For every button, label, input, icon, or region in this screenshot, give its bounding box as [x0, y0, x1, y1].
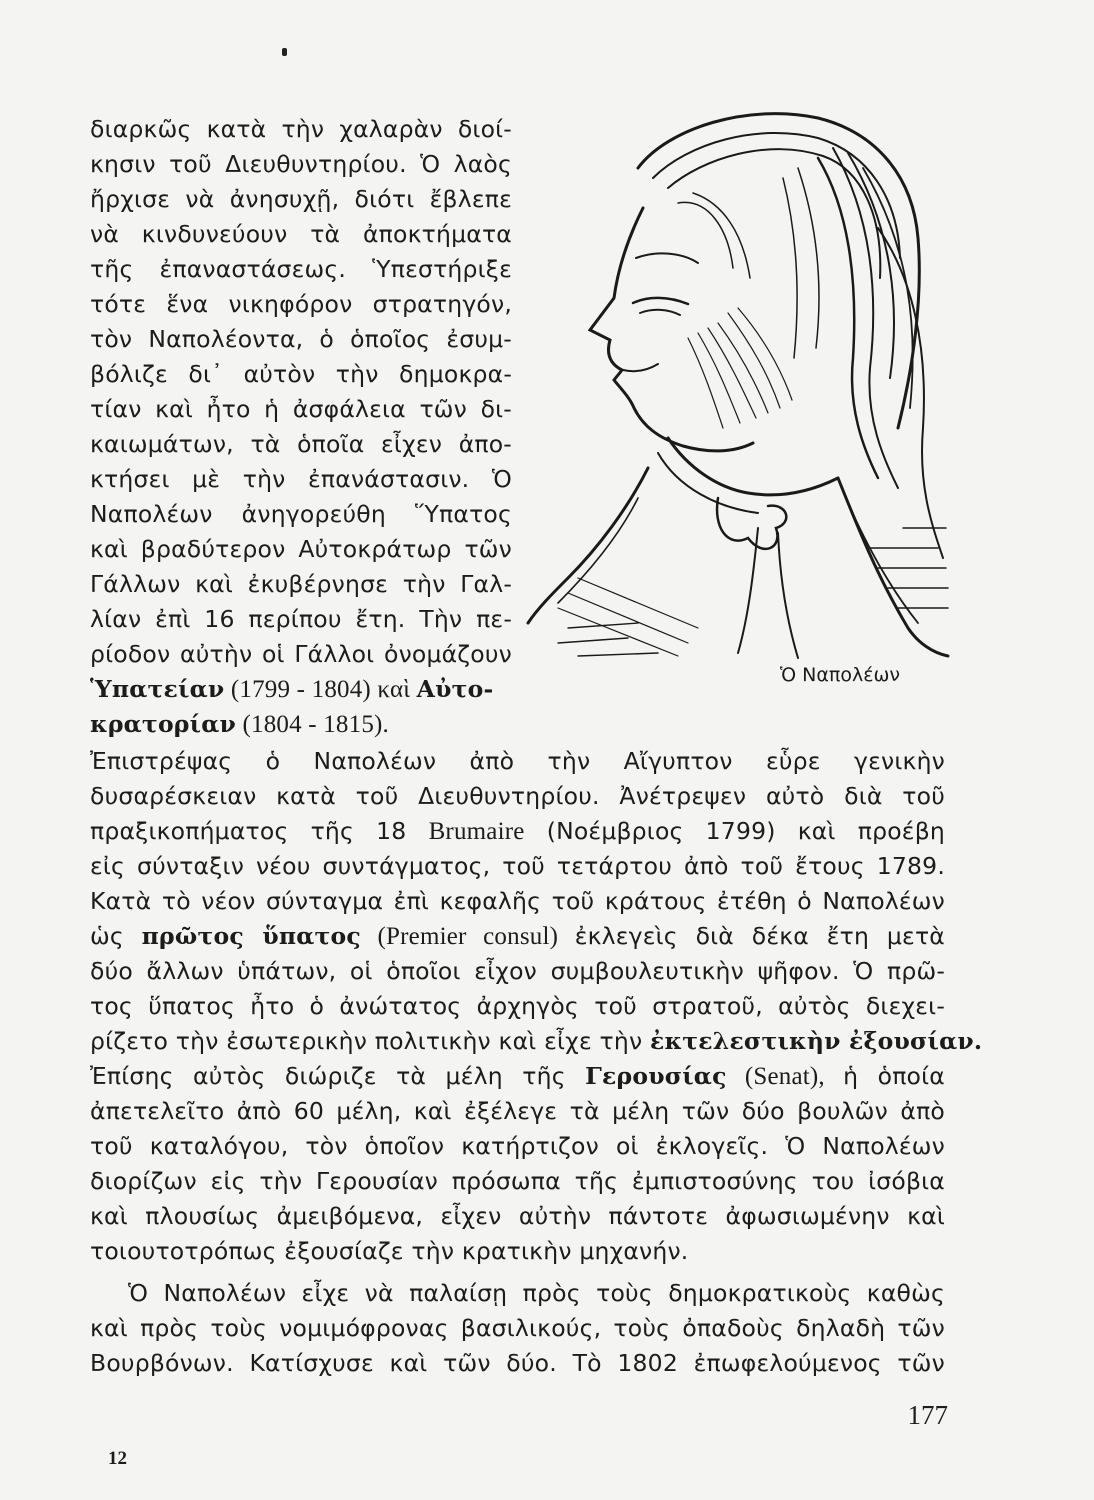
- text-line: [90, 919, 945, 954]
- page-number: 177: [907, 1400, 948, 1430]
- bold-term: κρατορίαν: [90, 710, 237, 738]
- text-span: (Νοέμβριος 1799) καὶ προέβη: [524, 817, 945, 845]
- text-line: [90, 814, 945, 849]
- text-span: ὡς: [90, 922, 142, 950]
- text-line: Βουρβόνων. Κατίσχυσε καὶ τῶν δύο. Τὸ 1802 ἐπωφελούμενος τῶν: [90, 1349, 945, 1377]
- text-span: (Premier consul): [360, 923, 575, 950]
- text-span: ἐκλεγεὶς διὰ δέκα ἔτη μετὰ: [574, 922, 945, 950]
- text-line: λίαν ἐπὶ 16 περίπου ἔτη. Τὴν πε-: [90, 605, 512, 633]
- text-span: (1804 - 1815).: [236, 711, 389, 738]
- text-line: ἀπετελεῖτο ἀπὸ 60 μέλη, καὶ ἐξέλεγε τὰ μέλη τῶν δύο βουλῶν ἀπὸ: [90, 1097, 945, 1125]
- text-line: τότε ἕνα νικηφόρον στρατηγόν,: [90, 290, 512, 318]
- text-line: νὰ κινδυνεύουν τὰ ἀποκτήματα: [90, 220, 512, 248]
- text-line: δύο ἄλλων ὑπάτων, οἱ ὁποῖοι εἶχον συμβουλευτικὴν ψῆφον. Ὁ πρῶ-: [90, 957, 945, 985]
- bold-term: Αὐτο-: [416, 675, 494, 703]
- ink-dot: [282, 48, 287, 56]
- text-line: Γάλλων καὶ ἐκυβέρνησε τὴν Γαλ-: [90, 570, 512, 598]
- text-line: διορίζων εἰς τὴν Γερουσίαν πρόσωπα τῆς ἐμπιστοσύνης του ἰσόβια: [90, 1167, 945, 1195]
- text-line: διαρκῶς κατὰ τὴν χαλαρὰν διοί-: [90, 115, 512, 143]
- text-line: κησιν τοῦ Διευθυντηρίου. Ὁ λαὸς: [90, 150, 512, 178]
- text-span: ἡ ὁποία: [843, 1062, 945, 1090]
- text-line: καὶ πλουσίως ἀμειβόμενα, εἶχεν αὐτὴν πάντοτε ἀφωσιωμένην καὶ: [90, 1202, 945, 1230]
- text-line: [90, 1059, 945, 1094]
- text-line: τοῦ καταλόγου, τὸν ὁποῖον κατήρτιζον οἱ ἐκλογεῖς. Ὁ Ναπολέων: [90, 1132, 945, 1160]
- bold-term: ἐκτελεστικὴν ἐξουσίαν.: [649, 1027, 983, 1055]
- text-span: Ἐπίσης αὐτὸς διώριζε τὰ μέλη τῆς: [90, 1062, 586, 1090]
- text-span: (Senat),: [726, 1063, 844, 1090]
- bold-term: πρῶτος ὕπατος: [141, 922, 361, 950]
- text-line: τίαν καὶ ἦτο ἡ ἀσφάλεια τῶν δι-: [90, 395, 512, 423]
- text-line: κτήσει μὲ τὴν ἐπανάστασιν. Ὁ: [90, 465, 512, 493]
- text-line: βόλιζε δι᾽ αὐτὸν τὴν δημοκρα-: [90, 360, 512, 388]
- text-line-with-bold: [90, 672, 512, 707]
- text-line: καιωμάτων, τὰ ὁποῖα εἶχεν ἀπο-: [90, 430, 512, 458]
- text-line: Ἐπιστρέψας ὁ Ναπολέων ἀπὸ τὴν Αἴγυπτον εὗρε γενικὴν: [90, 747, 945, 775]
- signature-mark: 12: [108, 1448, 127, 1469]
- text-line: Κατὰ τὸ νέον σύνταγμα ἐπὶ κεφαλῆς τοῦ κράτους ἐτέθη ὁ Ναπολέων: [90, 887, 945, 915]
- text-line: ἤρχισε νὰ ἀνησυχῇ, διότι ἔβλεπε: [90, 185, 512, 213]
- bold-term: Γερουσίας: [585, 1062, 727, 1090]
- text-line: Ὁ Ναπολέων εἶχε νὰ παλαίσῃ πρὸς τοὺς δημοκρατικοὺς καθὼς: [128, 1279, 945, 1307]
- text-line: καὶ βραδύτερον Αὐτοκράτωρ τῶν: [90, 535, 512, 563]
- bold-term: Ὑπατείαν: [90, 675, 225, 703]
- text-line: ρίοδον αὐτὴν οἱ Γάλλοι ὀνομάζουν: [90, 640, 512, 668]
- text-line: καὶ πρὸς τοὺς νομιμόφρονας βασιλικούς, τοὺς ὀπαδοὺς δηλαδὴ τῶν: [90, 1314, 945, 1342]
- figure-caption: Ὁ Ναπολέων: [780, 664, 900, 686]
- text-span: (1799 - 1804) καὶ: [224, 676, 417, 703]
- text-line: δυσαρέσκειαν κατὰ τοῦ Διευθυντηρίου. Ἀνέτρεψεν αὐτὸ διὰ τοῦ: [90, 782, 945, 810]
- text-span: πραξικοπήματος τῆς 18: [90, 817, 429, 845]
- text-line-with-bold: [90, 707, 512, 742]
- text-line: τος ὕπατος ἦτο ὁ ἀνώτατος ἀρχηγὸς τοῦ στρατοῦ, αὐτὸς διεχει-: [90, 992, 945, 1020]
- text-line: [90, 1024, 983, 1058]
- text-span: ρίζετο τὴν ἐσωτερικὴν πολιτικὴν καὶ εἶχε τὴν: [90, 1027, 650, 1055]
- text-line: τοιουτοτρόπως ἐξουσίαζε τὴν κρατικὴν μηχανήν.: [90, 1237, 689, 1265]
- napoleon-portrait-engraving-icon: [518, 108, 950, 668]
- text-line: τὸν Ναπολέοντα, ὁ ὁποῖος ἐσυμ-: [90, 325, 512, 353]
- text-line: τῆς ἐπαναστάσεως. Ὑπεστήριξε: [90, 255, 512, 283]
- text-line: Ναπολέων ἀνηγορεύθη Ὕπατος: [90, 500, 512, 528]
- text-line: εἰς σύνταξιν νέου συντάγματος, τοῦ τετάρτου ἀπὸ τοῦ ἔτους 1789.: [90, 852, 945, 880]
- text-span: Brumaire: [428, 818, 525, 845]
